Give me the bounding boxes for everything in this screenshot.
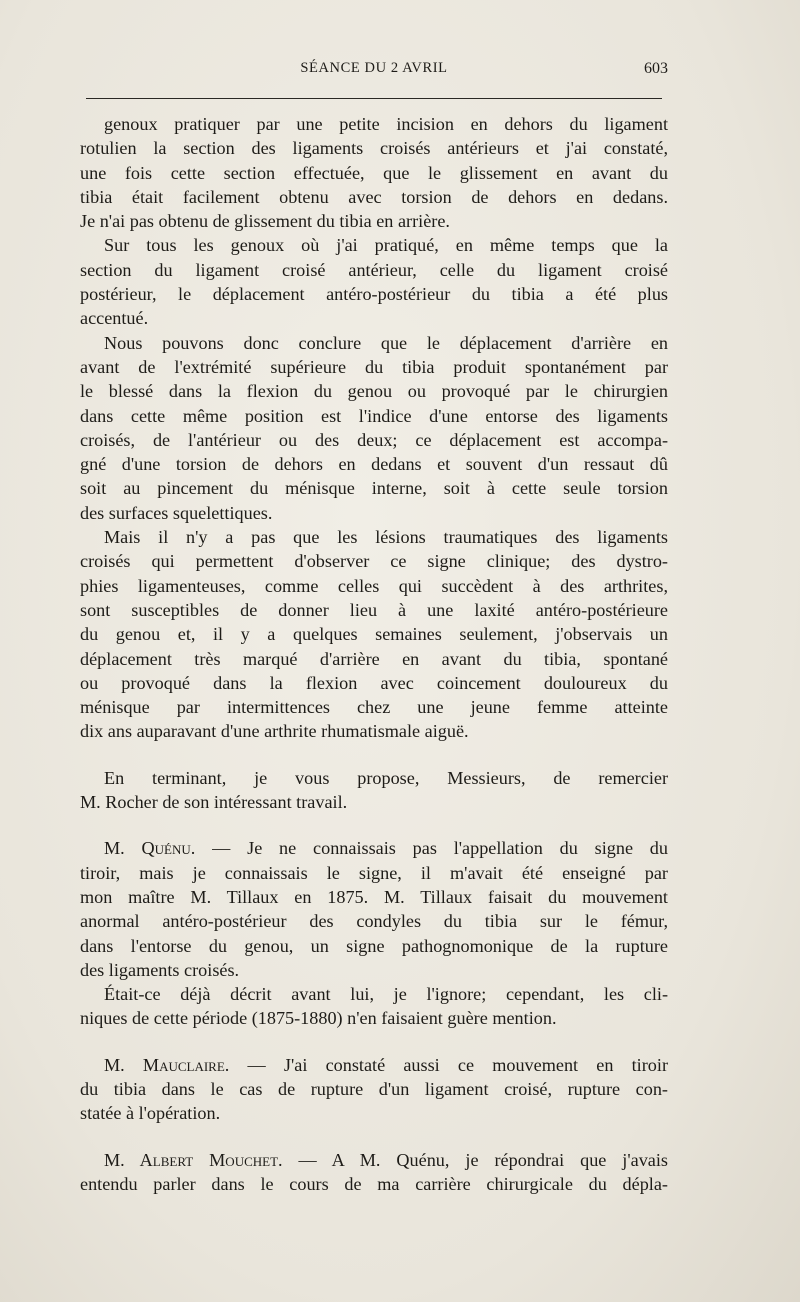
line-text: avant de l'extrémité supérieure du tibia produit spontanément par xyxy=(80,356,668,377)
line-text: dix ans auparavant d'une arthrite rhumatismale aiguë. xyxy=(80,721,469,742)
text-line xyxy=(80,331,668,355)
text-line xyxy=(80,1053,668,1077)
text-line xyxy=(80,112,668,136)
text-line xyxy=(80,185,668,209)
text-line xyxy=(80,452,668,476)
line-text: anormal antéro-postérieur des condyles du tibia sur le fémur, xyxy=(80,911,668,932)
paragraph xyxy=(80,233,668,330)
line-text: dans l'entorse du genou, un signe pathognomonique de la rupture xyxy=(80,935,668,956)
line-text: du tibia dans le cas de rupture d'un ligament croisé, rupture con- xyxy=(80,1078,668,1099)
text-line xyxy=(80,790,668,814)
paragraph xyxy=(80,766,668,815)
line-text: — J'ai constaté aussi ce mouvement en tiroir xyxy=(247,1054,668,1075)
text-line xyxy=(80,525,668,549)
text-line xyxy=(80,598,668,622)
paragraph xyxy=(80,982,668,1031)
paragraph xyxy=(80,525,668,744)
text-line xyxy=(80,379,668,403)
line-text: sont susceptibles de donner lieu à une laxité antéro-postérieure xyxy=(80,599,668,620)
speaker-name: M. Quénu. xyxy=(104,838,196,859)
speaker-name: M. Albert Mouchet. xyxy=(104,1149,283,1170)
line-text: phies ligamenteuses, comme celles qui succèdent à des arthrites, xyxy=(80,575,668,596)
line-text: statée à l'opération. xyxy=(80,1103,221,1124)
line-text: M. Rocher de son intéressant travail. xyxy=(80,792,348,813)
speaker-name: M. Mauclaire. xyxy=(104,1054,230,1075)
text-line xyxy=(80,958,668,982)
text-line xyxy=(80,136,668,160)
text-line xyxy=(80,161,668,185)
line-text: Je n'ai pas obtenu de glissement du tibia en arrière. xyxy=(80,211,450,232)
text-line xyxy=(80,1077,668,1101)
line-text: déplacement très marqué d'arrière en avant du tibia, spontané xyxy=(80,648,668,669)
line-text: Sur tous les genoux où j'ai pratiqué, en même temps que la xyxy=(104,235,668,256)
line-text: mon maître M. Tillaux en 1875. M. Tillaux faisait du mouvement xyxy=(80,886,668,907)
line-text: — A M. Quénu, je répondrai que j'avais xyxy=(298,1149,669,1170)
line-text: croisés, de l'antérieur ou des deux; ce déplacement est accompa- xyxy=(80,429,668,450)
paragraph xyxy=(80,1053,668,1126)
paragraph-gap xyxy=(80,744,668,766)
text-line xyxy=(80,836,668,860)
text-line xyxy=(80,355,668,379)
text-line xyxy=(80,476,668,500)
header-rule xyxy=(86,98,662,99)
line-text: tibia était facilement obtenu avec torsion de dehors en dedans. xyxy=(80,186,668,207)
line-text: ménisque par intermittences chez une jeune femme atteinte xyxy=(80,697,668,718)
paragraph xyxy=(80,331,668,525)
paragraph xyxy=(80,112,668,233)
paragraph-gap xyxy=(80,1031,668,1053)
line-text: des ligaments croisés. xyxy=(80,959,240,980)
line-text: tiroir, mais je connaissais le signe, il m'avait été enseigné par xyxy=(80,862,668,883)
text-line xyxy=(80,766,668,790)
line-text: postérieur, le déplacement antéro-postérieur du tibia a été plus xyxy=(80,284,668,305)
text-line xyxy=(80,909,668,933)
text-line xyxy=(80,1172,668,1196)
page-number: 603 xyxy=(644,60,668,77)
text-line xyxy=(80,982,668,1006)
text-line xyxy=(80,233,668,257)
line-text: croisés qui permettent d'observer ce signe clinique; des dystro- xyxy=(80,551,668,572)
paragraph xyxy=(80,1148,668,1197)
line-text: Mais il n'y a pas que les lésions traumatiques des ligaments xyxy=(104,527,668,548)
text-line xyxy=(80,695,668,719)
line-text: niques de cette période (1875-1880) n'en faisaient guère mention. xyxy=(80,1008,557,1029)
running-title: SÉANCE DU 2 AVRIL xyxy=(300,60,448,76)
text-line xyxy=(80,501,668,525)
text-line xyxy=(80,647,668,671)
text-line xyxy=(80,306,668,330)
line-text: rotulien la section des ligaments croisés antérieurs et j'ai constaté, xyxy=(80,138,668,159)
line-text: genoux pratiquer par une petite incision en dehors du ligament xyxy=(104,114,668,134)
line-text: section du ligament croisé antérieur, celle du ligament croisé xyxy=(80,259,668,280)
text-line xyxy=(80,1101,668,1125)
text-line xyxy=(80,719,668,743)
line-text: accentué. xyxy=(80,308,149,329)
body-text xyxy=(80,112,668,1196)
line-text: gné d'une torsion de dehors en dedans et souvent d'un ressaut dû xyxy=(80,454,668,475)
paragraph-gap xyxy=(80,814,668,836)
line-text: une fois cette section effectuée, que le glissement en avant du xyxy=(80,162,668,183)
text-line xyxy=(80,574,668,598)
text-line xyxy=(80,209,668,233)
line-text: Nous pouvons donc conclure que le déplacement d'arrière en xyxy=(104,332,668,353)
line-text: du genou et, il y a quelques semaines seulement, j'observais un xyxy=(80,624,668,645)
text-line xyxy=(80,622,668,646)
line-text: — Je ne connaissais pas l'appellation du signe du xyxy=(212,838,668,859)
line-text: entendu parler dans le cours de ma carrière chirurgicale du dépla- xyxy=(80,1173,668,1194)
line-text: Était-ce déjà décrit avant lui, je l'ignore; cependant, les cli- xyxy=(104,984,668,1005)
text-line xyxy=(80,1148,668,1172)
line-text: dans cette même position est l'indice d'une entorse des ligaments xyxy=(80,405,668,426)
text-line xyxy=(80,861,668,885)
text-line xyxy=(80,885,668,909)
line-text: ou provoqué dans la flexion avec coincement douloureux du xyxy=(80,672,668,693)
paragraph xyxy=(80,836,668,982)
line-text: des surfaces squelettiques. xyxy=(80,502,273,523)
text-line xyxy=(80,934,668,958)
paragraph-gap xyxy=(80,1126,668,1148)
line-text: soit au pincement du ménisque interne, soit à cette seule torsion xyxy=(80,478,668,499)
text-line xyxy=(80,428,668,452)
line-text: le blessé dans la flexion du genou ou provoqué par le chirurgien xyxy=(80,381,668,402)
text-line xyxy=(80,282,668,306)
text-line xyxy=(80,549,668,573)
text-line xyxy=(80,404,668,428)
running-head xyxy=(80,60,668,84)
text-line xyxy=(80,258,668,282)
line-text: En terminant, je vous propose, Messieurs, de remercier xyxy=(104,767,668,788)
text-line xyxy=(80,671,668,695)
text-line xyxy=(80,1006,668,1030)
